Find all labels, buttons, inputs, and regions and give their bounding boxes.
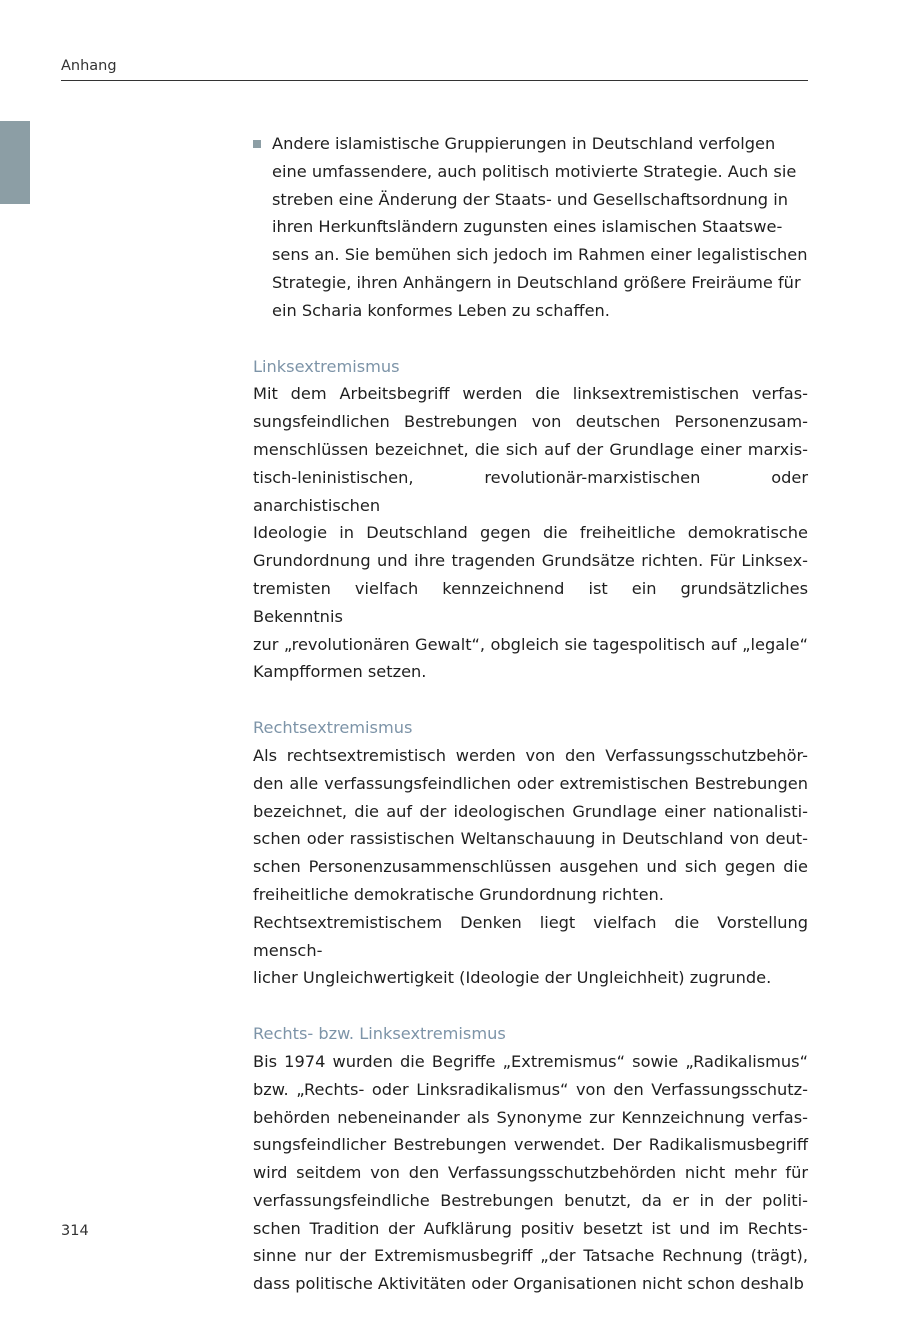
text-line: menschlüssen bezeichnet, die sich auf der Grundlage einer marxis-: [253, 439, 808, 459]
text-line: licher Ungleichwertigkeit (Ideologie der Ungleichheit) zugrunde.: [253, 968, 772, 988]
text-line: Andere islamistische Gruppierungen in Deutschland verfolgen: [272, 134, 776, 153]
text-line: Bis 1974 wurden die Begriffe „Extremismus“ sowie „Radikalismus“: [253, 1051, 808, 1071]
text-line: sungsfeindlicher Bestrebungen verwendet. Der Radikalismusbegriff: [253, 1135, 808, 1155]
text-line: zur „revolutionären Gewalt“, obgleich sie tagespolitisch auf „legale“: [253, 634, 808, 654]
text-line: sens an. Sie bemühen sich jedoch im Rahmen einer legalistischen: [272, 245, 808, 265]
section-rechts-bzw-linksextremismus: [253, 1020, 808, 1298]
text-line: streben eine Änderung der Staats- und Gesellschaftsordnung in: [272, 189, 788, 209]
text-line: verfassungsfeindliche Bestrebungen benutzt, da er in der politi-: [253, 1190, 808, 1210]
text-line: Strategie, ihren Anhängern in Deutschland größere Freiräume für: [272, 272, 801, 292]
text-line: ihren Herkunftsländern zugunsten eines islamischen Staatswe-: [272, 217, 783, 237]
section-heading: Linksextremismus: [253, 356, 400, 376]
page-number: 314: [61, 1223, 89, 1239]
section-heading: Rechts- bzw. Linksextremismus: [253, 1024, 506, 1044]
text-line: schen Personenzusammenschlüssen ausgehen und sich gegen die: [253, 857, 808, 877]
text-line: Rechtsextremistischem Denken liegt vielfach die Vorstellung mensch-: [253, 912, 808, 960]
text-line: bezeichnet, die auf der ideologischen Grundlage einer nationalisti-: [253, 801, 808, 821]
text-line: dass politische Aktivitäten oder Organisationen nicht schon deshalb: [253, 1274, 804, 1294]
bullet-paragraph: [272, 130, 808, 325]
running-header: Anhang: [61, 58, 117, 74]
text-line: tisch-leninistischen, revolutionär-marxistischen oder anarchistischen: [253, 467, 808, 515]
chapter-tab-marker: [0, 121, 30, 204]
section-rechtsextremismus: [253, 714, 808, 992]
text-line: eine umfassendere, auch politisch motivierte Strategie. Auch sie: [272, 161, 797, 181]
text-line: Als rechtsextremistisch werden von den Verfassungsschutzbehör-: [253, 745, 808, 765]
text-line: behörden nebeneinander als Synonyme zur Kennzeichnung verfas-: [253, 1107, 808, 1127]
section-heading: Rechtsextremismus: [253, 718, 413, 738]
text-line: Mit dem Arbeitsbegriff werden die linksextremistischen verfas-: [253, 384, 808, 404]
text-line: ein Scharia konformes Leben zu schaffen.: [272, 300, 610, 320]
bullet-list-item: [253, 130, 808, 325]
text-line: wird seitdem von den Verfassungsschutzbehörden nicht mehr für: [253, 1163, 808, 1183]
text-line: bzw. „Rechts- oder Linksradikalismus“ von den Verfassungsschutz-: [253, 1079, 808, 1099]
text-line: schen oder rassistischen Weltanschauung in Deutschland von deut-: [253, 829, 808, 849]
section-paragraph: [253, 380, 808, 686]
text-line: Kampfformen setzen.: [253, 662, 427, 682]
text-line: sinne nur der Extremismusbegriff „der Tatsache Rechnung (trägt),: [253, 1246, 808, 1266]
text-line: freiheitliche demokratische Grundordnung richten.: [253, 884, 664, 904]
section-paragraph: [253, 742, 808, 992]
text-line: den alle verfassungsfeindlichen oder extremistischen Bestrebungen: [253, 773, 808, 793]
text-line: sungsfeindlichen Bestrebungen von deutschen Personenzusam-: [253, 412, 808, 432]
section-paragraph: [253, 1048, 808, 1298]
text-line: Ideologie in Deutschland gegen die freiheitliche demokratische: [253, 523, 808, 543]
page-body: [253, 130, 808, 1326]
text-line: Grundordnung und ihre tragenden Grundsätze richten. Für Linksex-: [253, 551, 808, 571]
text-line: schen Tradition der Aufklärung positiv besetzt ist und im Rechts-: [253, 1218, 808, 1238]
header-divider: [61, 80, 808, 81]
square-bullet-icon: [253, 140, 261, 148]
text-line: tremisten vielfach kennzeichnend ist ein grundsätzliches Bekenntnis: [253, 578, 808, 626]
section-linksextremismus: [253, 353, 808, 687]
